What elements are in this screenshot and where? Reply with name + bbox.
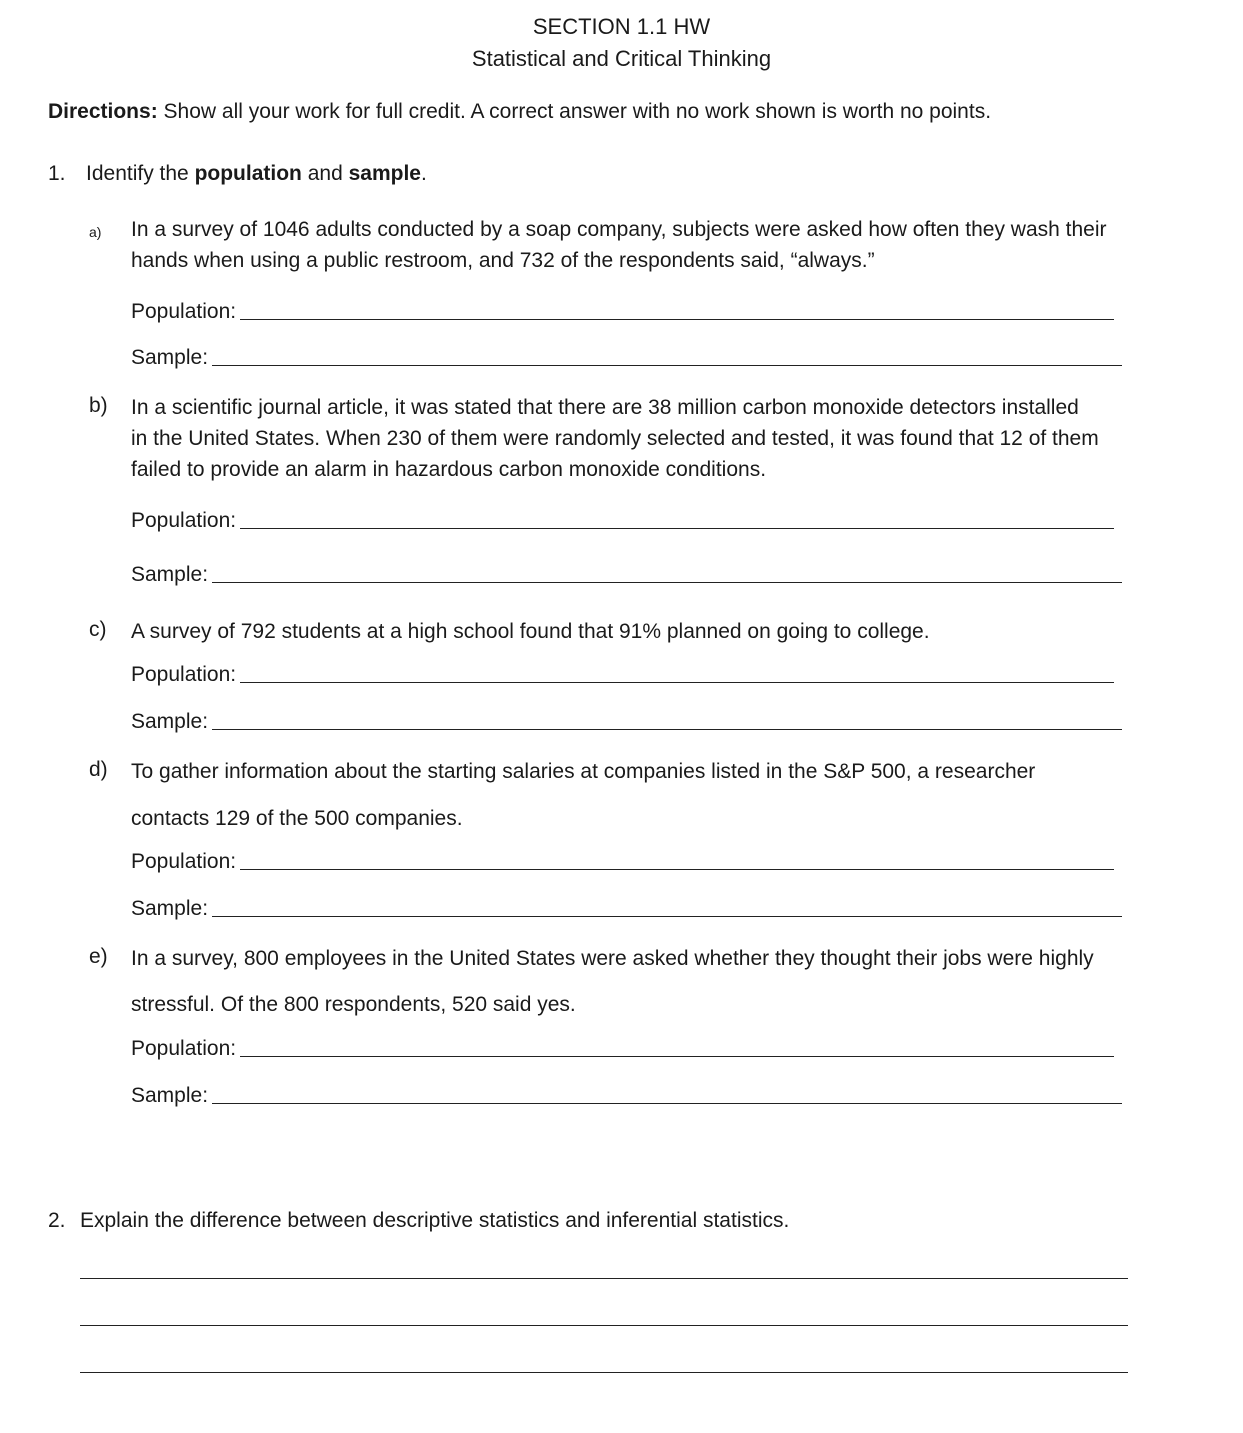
sample-label: Sample: xyxy=(131,897,209,920)
item-label-c: c) xyxy=(89,618,107,641)
population-field-c[interactable] xyxy=(131,663,1114,687)
item-text-d xyxy=(131,756,1035,834)
prompt-text: Identify the xyxy=(86,162,195,185)
item-line: To gather information about the starting salaries at companies listed in the S&P 500, a researcher xyxy=(131,760,1036,783)
prompt-text: and xyxy=(301,162,349,185)
item-line: In a scientific journal article, it was stated that there are 38 million carbon monoxide detectors installed xyxy=(131,396,1079,419)
sample-field-c[interactable] xyxy=(131,710,1122,734)
population-field-b[interactable] xyxy=(131,509,1114,533)
item-label-d: d) xyxy=(89,758,108,781)
item-line: A survey of 792 students at a high school found that 91% planned on going to college. xyxy=(131,620,930,643)
item-line: In a survey of 1046 adults conducted by a soap company, subjects were asked how often they wash their xyxy=(131,218,1107,241)
answer-blank[interactable] xyxy=(212,365,1122,366)
population-label: Population: xyxy=(131,1037,237,1060)
sample-label: Sample: xyxy=(131,710,209,733)
sample-label: Sample: xyxy=(131,1084,209,1107)
answer-blank[interactable] xyxy=(212,1103,1122,1104)
item-text-a xyxy=(131,214,1107,276)
page-title: SECTION 1.1 HW xyxy=(532,14,711,39)
answer-line-1[interactable] xyxy=(80,1278,1128,1279)
answer-blank[interactable] xyxy=(240,528,1114,529)
answer-blank[interactable] xyxy=(240,682,1114,683)
item-text-c xyxy=(131,616,930,647)
prompt-bold-sample: sample xyxy=(348,162,421,185)
answer-blank[interactable] xyxy=(240,1056,1114,1057)
sample-field-a[interactable] xyxy=(131,346,1122,370)
item-line: hands when using a public restroom, and 732 of the respondents said, “always.” xyxy=(131,249,875,272)
question-1-prompt xyxy=(48,162,427,186)
item-line: In a survey, 800 employees in the United States were asked whether they thought their jobs were highly xyxy=(131,947,1094,970)
answer-line-2[interactable] xyxy=(80,1325,1128,1326)
item-line: stressful. Of the 800 respondents, 520 said yes. xyxy=(131,993,576,1016)
item-label-e: e) xyxy=(89,945,108,968)
directions-label: Directions: xyxy=(48,100,158,123)
directions-text: Show all your work for full credit. A correct answer with no work shown is worth no points. xyxy=(157,100,992,123)
sample-field-b[interactable] xyxy=(131,563,1122,587)
sample-label: Sample: xyxy=(131,346,209,369)
question-number: 2. xyxy=(48,1209,66,1232)
answer-blank[interactable] xyxy=(240,869,1114,870)
item-label-a: a) xyxy=(89,224,102,240)
population-field-a[interactable] xyxy=(131,300,1114,324)
answer-blank[interactable] xyxy=(212,582,1122,583)
prompt-bold-population: population xyxy=(194,162,302,185)
population-label: Population: xyxy=(131,300,237,323)
population-label: Population: xyxy=(131,509,237,532)
population-field-d[interactable] xyxy=(131,850,1114,874)
item-line: in the United States. When 230 of them were randomly selected and tested, it was found that 12 of them xyxy=(131,427,1099,450)
question-2-prompt xyxy=(48,1209,789,1233)
prompt-text: . xyxy=(420,162,427,185)
sample-field-d[interactable] xyxy=(131,897,1122,921)
population-label: Population: xyxy=(131,663,237,686)
directions xyxy=(48,100,991,124)
answer-blank[interactable] xyxy=(212,916,1122,917)
sample-label: Sample: xyxy=(131,563,209,586)
prompt-text: Explain the difference between descriptive statistics and inferential statistics. xyxy=(80,1209,790,1232)
page-subtitle: Statistical and Critical Thinking xyxy=(471,46,772,71)
sample-field-e[interactable] xyxy=(131,1084,1122,1108)
question-number: 1. xyxy=(48,162,66,185)
answer-blank[interactable] xyxy=(240,319,1114,320)
item-line: contacts 129 of the 500 companies. xyxy=(131,807,463,830)
population-field-e[interactable] xyxy=(131,1037,1114,1061)
item-text-b xyxy=(131,392,1099,485)
item-line: failed to provide an alarm in hazardous carbon monoxide conditions. xyxy=(131,458,767,481)
item-label-b: b) xyxy=(89,394,108,417)
population-label: Population: xyxy=(131,850,237,873)
answer-line-3[interactable] xyxy=(80,1372,1128,1373)
answer-blank[interactable] xyxy=(212,729,1122,730)
item-text-e xyxy=(131,943,1094,1020)
